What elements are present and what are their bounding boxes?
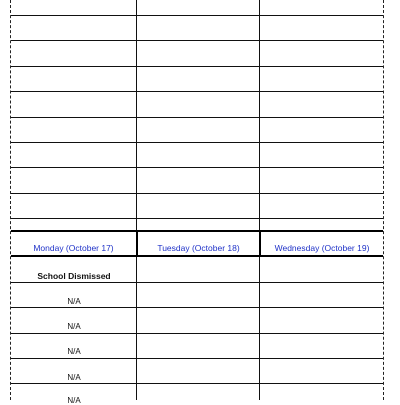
monday-na-cell: N/A xyxy=(67,373,81,382)
grid-line xyxy=(11,383,383,384)
school-dismissed-label: School Dismissed xyxy=(37,271,111,281)
grid-line xyxy=(11,307,383,308)
column-divider xyxy=(259,0,260,400)
grid-line xyxy=(11,193,383,194)
page-border-right xyxy=(383,0,384,400)
monday-na-cell: N/A xyxy=(67,396,81,405)
grid-line xyxy=(11,142,383,143)
day-header-monday: Monday (October 17) xyxy=(11,232,136,255)
day-header-row xyxy=(11,230,383,257)
grid-line xyxy=(11,358,383,359)
grid-line xyxy=(11,333,383,334)
day-header-wednesday: Wednesday (October 19) xyxy=(259,232,383,255)
grid-line xyxy=(11,218,383,219)
grid-line xyxy=(11,15,383,16)
grid-line xyxy=(11,66,383,67)
grid-line xyxy=(11,40,383,41)
page-border-left xyxy=(10,0,11,400)
grid-line xyxy=(11,167,383,168)
monday-na-cell: N/A xyxy=(67,347,81,356)
grid-line xyxy=(11,91,383,92)
column-divider xyxy=(136,0,137,400)
day-header-tuesday: Tuesday (October 18) xyxy=(136,232,259,255)
monday-na-cell: N/A xyxy=(67,322,81,331)
monday-na-cell: N/A xyxy=(67,297,81,306)
grid-line xyxy=(11,117,383,118)
grid-line xyxy=(11,282,383,283)
